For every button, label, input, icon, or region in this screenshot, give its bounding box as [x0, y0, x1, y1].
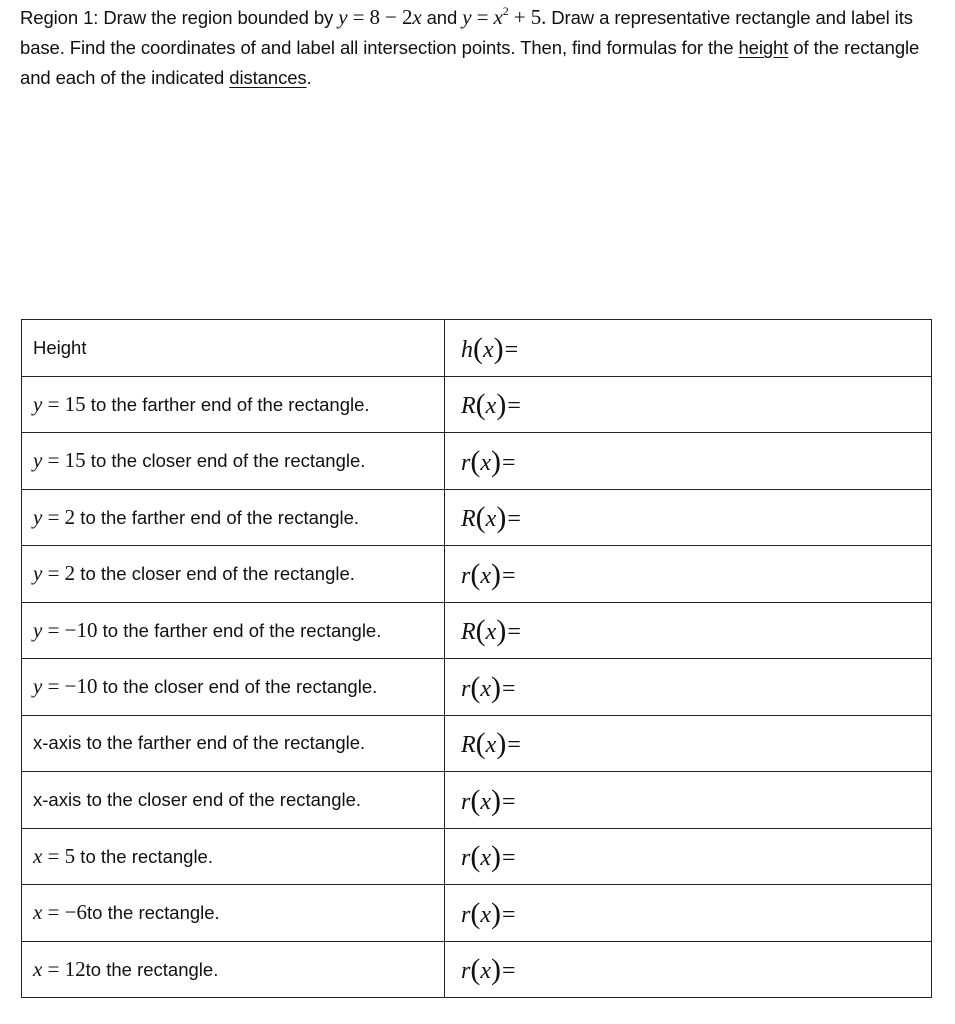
row-description [22, 828, 445, 885]
formula-answer-cell[interactable]: r(x)= [445, 828, 932, 885]
equals-sign: = [502, 788, 516, 815]
function-name: R [461, 619, 476, 646]
equation-parabola: $y = x^2 + 5$. [462, 4, 547, 29]
row-description [22, 772, 445, 829]
function-argument: x [485, 619, 497, 646]
row-description [22, 941, 445, 998]
row-description [22, 602, 445, 659]
function-name: h [461, 336, 473, 363]
function-argument: x [485, 732, 497, 759]
prompt-instructions: Draw a representative rectangle and label its base. Find the coordinates of and label all intersection points. Then, find formulas for the [20, 7, 913, 58]
row-description [22, 659, 445, 716]
function-name: r [461, 675, 471, 702]
row-description [22, 320, 445, 377]
row-description [22, 546, 445, 603]
row-label: x-axis to the farther end of the rectangle. [33, 732, 366, 754]
equals-sign: = [502, 675, 516, 702]
distance-formula-table [21, 319, 932, 998]
equals-sign: = [507, 619, 521, 646]
formula-answer-cell[interactable]: R(x)= [445, 376, 932, 433]
function-argument: x [480, 788, 491, 815]
table-row [22, 715, 932, 772]
table-row [22, 659, 932, 716]
function-name: r [461, 958, 471, 985]
formula-answer-cell[interactable]: r(x)= [445, 772, 932, 829]
formula-answer-cell[interactable]: R(x)= [445, 489, 932, 546]
row-label: to the closer end of the rectangle. [97, 676, 378, 698]
row-label: to the farther end of the rectangle. [75, 506, 360, 528]
function-name: R [461, 506, 476, 533]
equals-sign: = [507, 506, 521, 533]
table-row [22, 433, 932, 490]
row-label: to the farther end of the rectangle. [97, 619, 382, 641]
row-label: to the rectangle. [85, 958, 219, 980]
function-name: r [461, 901, 471, 928]
reference-equation: x = 5 [33, 843, 76, 868]
prompt-and: and [421, 7, 463, 28]
function-argument: x [485, 393, 497, 420]
function-argument: x [483, 336, 494, 363]
table-row [22, 885, 932, 942]
row-description [22, 376, 445, 433]
formula-answer-cell[interactable]: h(x)= [445, 320, 932, 377]
row-label: to the farther end of the rectangle. [85, 393, 370, 415]
row-description [22, 715, 445, 772]
row-label: x-axis to the closer end of the rectangle. [33, 788, 362, 810]
function-argument: x [480, 958, 491, 985]
table-row [22, 546, 932, 603]
reference-equation: x = −6 [33, 900, 88, 925]
reference-equation: y = 15 [33, 391, 86, 416]
row-label: to the rectangle. [75, 845, 213, 867]
problem-prompt [20, 2, 935, 93]
formula-answer-cell[interactable]: r(x)= [445, 433, 932, 490]
function-argument: x [480, 901, 491, 928]
function-argument: x [480, 449, 491, 476]
row-label: to the closer end of the rectangle. [85, 450, 366, 472]
equation-line: y = 8 − 2x [338, 5, 422, 29]
reference-equation: x = 12 [33, 956, 86, 981]
function-argument: x [485, 506, 497, 533]
height-term: height [738, 37, 789, 58]
table-row [22, 320, 932, 377]
function-name: r [461, 562, 471, 589]
row-label: to the rectangle. [87, 902, 220, 924]
reference-equation: y = 2 [33, 504, 76, 529]
reference-equation: y = 15 [33, 448, 86, 473]
prompt-end: . [306, 67, 312, 88]
function-name: R [461, 732, 476, 759]
prompt-intro: Region 1: Draw the region bounded by [20, 7, 339, 28]
equals-sign: = [502, 449, 516, 476]
table-row [22, 828, 932, 885]
table-row [22, 602, 932, 659]
table-row [22, 376, 932, 433]
row-description [22, 489, 445, 546]
prompt-middle: of the rectangle and each of the indicated [20, 37, 920, 88]
function-name: R [461, 393, 476, 420]
equals-sign: = [502, 901, 516, 928]
equals-sign: = [502, 958, 516, 985]
row-description [22, 885, 445, 942]
distances-term: distances [229, 67, 307, 88]
formula-answer-cell[interactable]: R(x)= [445, 602, 932, 659]
reference-equation: y = −10 [33, 674, 98, 699]
equals-sign: = [507, 732, 521, 759]
table-row [22, 772, 932, 829]
equals-sign: = [504, 336, 519, 363]
formula-answer-cell[interactable]: r(x)= [445, 659, 932, 716]
equals-sign: = [507, 393, 521, 420]
reference-equation: y = 2 [33, 561, 76, 586]
equals-sign: = [502, 845, 516, 872]
formula-answer-cell[interactable]: r(x)= [445, 941, 932, 998]
formula-answer-cell[interactable]: r(x)= [445, 885, 932, 942]
formula-answer-cell[interactable]: R(x)= [445, 715, 932, 772]
formula-answer-cell[interactable]: r(x)= [445, 546, 932, 603]
table-row [22, 941, 932, 998]
row-label: to the closer end of the rectangle. [75, 563, 355, 585]
function-argument: x [480, 845, 491, 872]
reference-equation: y = −10 [33, 617, 98, 642]
equals-sign: = [502, 562, 516, 589]
function-name: r [461, 788, 471, 815]
function-argument: x [480, 562, 491, 589]
function-argument: x [480, 675, 491, 702]
table-row [22, 489, 932, 546]
row-description [22, 433, 445, 490]
function-name: r [461, 449, 471, 476]
row-label: Height [33, 336, 87, 358]
function-name: r [461, 845, 471, 872]
